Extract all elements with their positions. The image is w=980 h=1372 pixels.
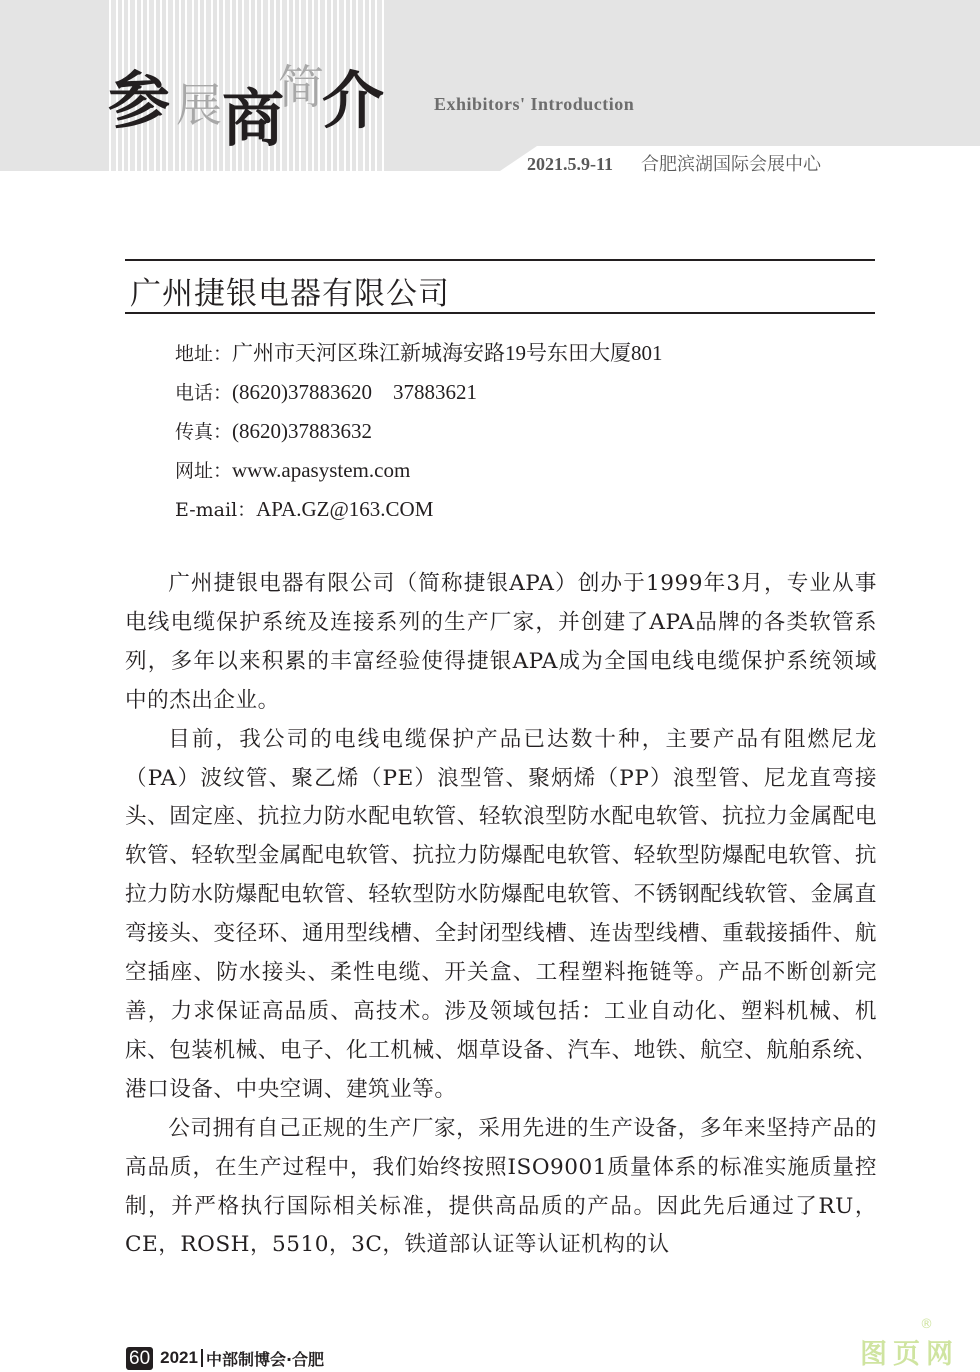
company-name: 广州捷银电器有限公司 (130, 276, 450, 312)
watermark-logo (860, 1317, 959, 1371)
event-date: 2021.5.9-11 (527, 154, 614, 174)
footer-divider (201, 1349, 203, 1367)
event-venue: 合肥滨湖国际会展中心 (641, 154, 822, 175)
section-title-char: 展 (176, 78, 222, 132)
contact-email (175, 494, 663, 533)
paragraph: 广州捷银电器有限公司（简称捷银APA）创办于1999年3月，专业从事电线电缆保护系统及连接系列的生产厂家，并创建了APA品牌的各类软管系列，多年以来积累的丰富经验使得捷银APA成为全国电线电缆保护系统领域中的杰出企业。 (125, 571, 877, 713)
contact-value: (8620)37883620 37883621 (232, 380, 478, 404)
section-title-char: 参 (108, 64, 171, 137)
footer-event: 中部制博会·合肥 (205, 1349, 325, 1369)
contact-label: 地址： (175, 343, 233, 365)
paragraph: 目前，我公司的电线电缆保护产品已达数十种，主要产品有阻燃尼龙（PA）波纹管、聚乙烯（PE）浪型管、聚炳烯（PP）浪型管、尼龙直弯接头、固定座、抗拉力防水配电软管、轻软浪型防水配电软管、抗拉力金属配电软管、轻软型金属配电软管、抗拉力防爆配电软管、轻软型防爆配电软管、抗拉力防水防爆配电软管、轻软型防水防爆配电软管、不锈钢配线软管、金属直弯接头、变径环、通用型线槽、全封闭型线槽、连齿型线槽、重载接插件、航空插座、防水接头、柔性电缆、开关盒、工程塑料拖链等。产品不断创新完善，力求保证高品质、高技术。涉及领域包括：工业自动化、塑料机械、机床、包装机械、电子、化工机械、烟草设备、汽车、地铁、航空、航舶系统、港口设备、中央空调、建筑业等。 (125, 726, 877, 1102)
event-info (527, 150, 821, 176)
contact-value: APA.GZ@163.COM (256, 497, 434, 521)
page-number: 60 (126, 1347, 153, 1370)
paragraph: 公司拥有自己正规的生产厂家，采用先进的生产设备，多年来坚持产品的高品质，在生产过程中，我们始终按照ISO9001质量体系的标准实施质量控制，并严格执行国际相关标准，提供高品质的产品。因此先后通过了RU，CE，ROSH，5510，3C，铁道部认证等认证机构的认 (125, 1115, 877, 1258)
page-footer (126, 1346, 324, 1370)
contact-value: (8620)37883632 (232, 419, 373, 443)
title-rule-top (125, 259, 875, 261)
contact-label: 传真： (175, 421, 233, 443)
contact-list (175, 338, 663, 533)
registered-mark: ® (920, 1317, 933, 1332)
contact-address (175, 338, 663, 377)
contact-label: 网址： (175, 460, 233, 482)
company-description (125, 565, 877, 1265)
contact-phone (175, 377, 663, 416)
contact-label: 电话： (175, 382, 233, 404)
contact-label: E-mail： (175, 499, 257, 521)
contact-website (175, 455, 663, 494)
contact-fax (175, 416, 663, 455)
section-title-char: 简 (278, 60, 324, 114)
contact-value: www.apasystem.com (232, 458, 411, 482)
watermark-text: 图页网 (860, 1339, 959, 1370)
section-title-english: Exhibitors' Introduction (434, 94, 635, 114)
section-title-char: 商 (222, 82, 285, 155)
title-rule-bottom (125, 312, 875, 314)
section-title-char: 介 (322, 64, 385, 137)
footer-year: 2021 (160, 1348, 198, 1367)
contact-value: 广州市天河区珠江新城海安路19号东田大厦801 (232, 341, 663, 365)
